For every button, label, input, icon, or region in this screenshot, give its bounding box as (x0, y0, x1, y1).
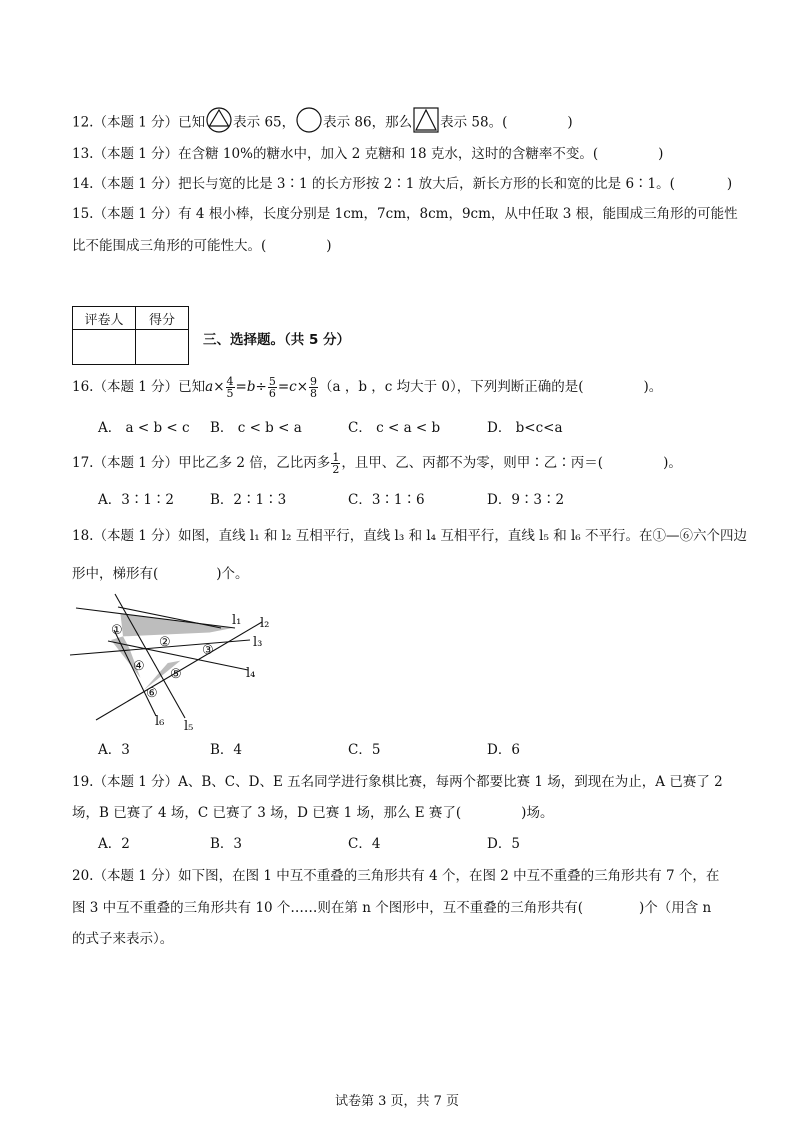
denominator: 8 (310, 387, 317, 400)
region-3: ③ (202, 643, 214, 658)
region-1: ① (111, 623, 123, 638)
grader-cell[interactable] (73, 330, 136, 365)
q17-prefix: 17.（本题 1 分）甲比乙多 2 倍，乙比丙多 (72, 455, 331, 471)
option-c[interactable]: C．5 (348, 742, 381, 758)
equals-sign: = (235, 379, 247, 395)
question-13 (72, 144, 663, 164)
q15-end: ) (326, 238, 332, 254)
option-c[interactable]: C．3∶1∶6 (348, 492, 425, 508)
fraction (226, 376, 235, 399)
question-14 (72, 174, 732, 194)
denominator: 5 (226, 387, 234, 400)
question-15-line-2 (72, 236, 332, 256)
q20-text-end: )个（用含 n (638, 900, 712, 916)
question-15-line-1: 15.（本题 1 分）有 4 根小棒，长度分别是 1cm，7cm，8cm，9cm，从中任取 3 根，能围成三角形的可能性 (72, 206, 738, 222)
option-d[interactable]: D．9∶3∶2 (487, 492, 565, 508)
q12-text-3: 表示 58。( (440, 114, 508, 131)
option-d[interactable]: D．5 (487, 836, 520, 852)
fraction (309, 376, 318, 399)
q12-end: ) (567, 114, 573, 131)
label-l4: l₄ (246, 666, 256, 681)
q12-prefix: 12.（本题 1 分）已知 (72, 114, 206, 131)
times-sign: × (296, 379, 308, 395)
var-a: a (205, 379, 214, 395)
option-d[interactable]: D． b<c<a (487, 420, 563, 436)
divide-sign: ÷ (255, 379, 267, 395)
label-l5: l₅ (184, 719, 194, 734)
times-sign: × (213, 379, 225, 395)
question-19-line-1: 19.（本题 1 分）A、B、C、D、E 五名同学进行象棋比赛，每两个都要比赛 1 场，到现在为止，A 已赛了 2 (72, 774, 723, 790)
label-l1: l₁ (232, 613, 242, 628)
q13-text: 13.（本题 1 分）在含糖 10%的糖水中，加入 2 克糖和 18 克水，这时的含糖率不变。( (72, 146, 599, 162)
region-4: ④ (133, 659, 145, 674)
fraction (331, 452, 340, 475)
option-a[interactable]: A．2 (98, 836, 130, 852)
q19-end: )场。 (521, 805, 554, 821)
denominator: 2 (332, 463, 340, 476)
option-c[interactable]: C．4 (348, 836, 381, 852)
q18-end: )个。 (216, 566, 249, 582)
q17-suffix: ，且甲、乙、丙都不为零，则甲∶乙∶丙＝( (341, 455, 604, 471)
option-c[interactable]: C． c < a < b (348, 420, 441, 436)
option-a[interactable]: A．3∶1∶2 (98, 492, 175, 508)
q13-end: ) (658, 146, 664, 162)
option-d[interactable]: D．6 (487, 742, 520, 758)
score-header: 得分 (136, 307, 189, 330)
option-a[interactable]: A．3 (98, 742, 130, 758)
boxed-triangle-icon (413, 107, 439, 139)
q12-text-2: 表示 86，那么 (323, 114, 413, 131)
q20-text: 图 3 中互不重叠的三角形共有 10 个……则在第 n 个图形中，互不重叠的三角形共有( (72, 900, 583, 916)
score-table (72, 306, 189, 365)
q15-text: 比不能围成三角形的可能性大。( (72, 238, 267, 254)
page-footer: 试卷第 3 页，共 7 页 (334, 1094, 460, 1109)
q14-text: 14.（本题 1 分）把长与宽的比是 3∶1 的长方形按 2∶1 放大后，新长方形的长和宽的比是 6∶1。( (72, 176, 675, 192)
q16-suffix: （a ，b ，c 均大于 0），下列判断正确的是( (319, 379, 584, 395)
label-l2: l₂ (260, 616, 270, 631)
question-18-line-1: 18.（本题 1 分）如图，直线 l₁ 和 l₂ 互相平行，直线 l₃ 和 l₄ 互相平行，直线 l₅ 和 l₆ 不平行。在①—⑥六个四边 (72, 528, 748, 544)
question-16 (72, 376, 662, 399)
score-cell[interactable] (136, 330, 189, 365)
question-18-line-2 (72, 564, 249, 584)
fraction (268, 376, 277, 399)
grader-header: 评卷人 (73, 307, 136, 330)
q17-end: )。 (663, 455, 682, 471)
circle-icon (296, 107, 322, 139)
question-20-line-1: 20.（本题 1 分）如下图，在图 1 中互不重叠的三角形共有 4 个，在图 2 中互不重叠的三角形共有 7 个，在 (72, 868, 720, 884)
numerator: 4 (226, 375, 234, 388)
region-2: ② (159, 635, 171, 650)
q19-text: 场，B 已赛了 4 场，C 已赛了 3 场，D 已赛 1 场，那么 E 赛了( (72, 805, 462, 821)
var-b: b (246, 379, 256, 395)
equals-sign: = (277, 379, 290, 395)
numerator: 9 (310, 375, 317, 388)
option-b[interactable]: B．2∶1∶3 (210, 492, 287, 508)
label-l3: l₃ (253, 635, 263, 650)
question-20-line-3: 的式子来表示）。 (72, 931, 174, 947)
q18-text: 形中，梯形有( (72, 566, 159, 582)
question-12 (72, 107, 573, 139)
question-20-line-2 (72, 898, 711, 918)
q16-prefix: 16.（本题 1 分）已知 (72, 379, 206, 395)
region-5: ⑤ (170, 667, 182, 682)
numerator: 5 (268, 375, 276, 388)
region-6: ⑥ (146, 686, 158, 701)
var-c: c (289, 379, 297, 395)
q16-end: )。 (643, 379, 663, 395)
question-17 (72, 452, 682, 475)
option-a[interactable]: A． a < b < c (98, 420, 190, 436)
option-b[interactable]: B．4 (210, 742, 243, 758)
option-b[interactable]: B．3 (210, 836, 243, 852)
label-l6: l₆ (155, 714, 165, 729)
numerator: 1 (332, 451, 340, 464)
circled-triangle-icon (206, 107, 232, 139)
parallel-lines-figure (66, 588, 286, 738)
section-title: 三、选择题。（共 5 分） (203, 332, 351, 348)
q12-text-1: 表示 65， (233, 114, 296, 131)
option-b[interactable]: B． c < b < a (210, 420, 302, 436)
denominator: 6 (268, 387, 276, 400)
q14-end: ) (726, 176, 733, 192)
question-19-line-2 (72, 803, 553, 823)
